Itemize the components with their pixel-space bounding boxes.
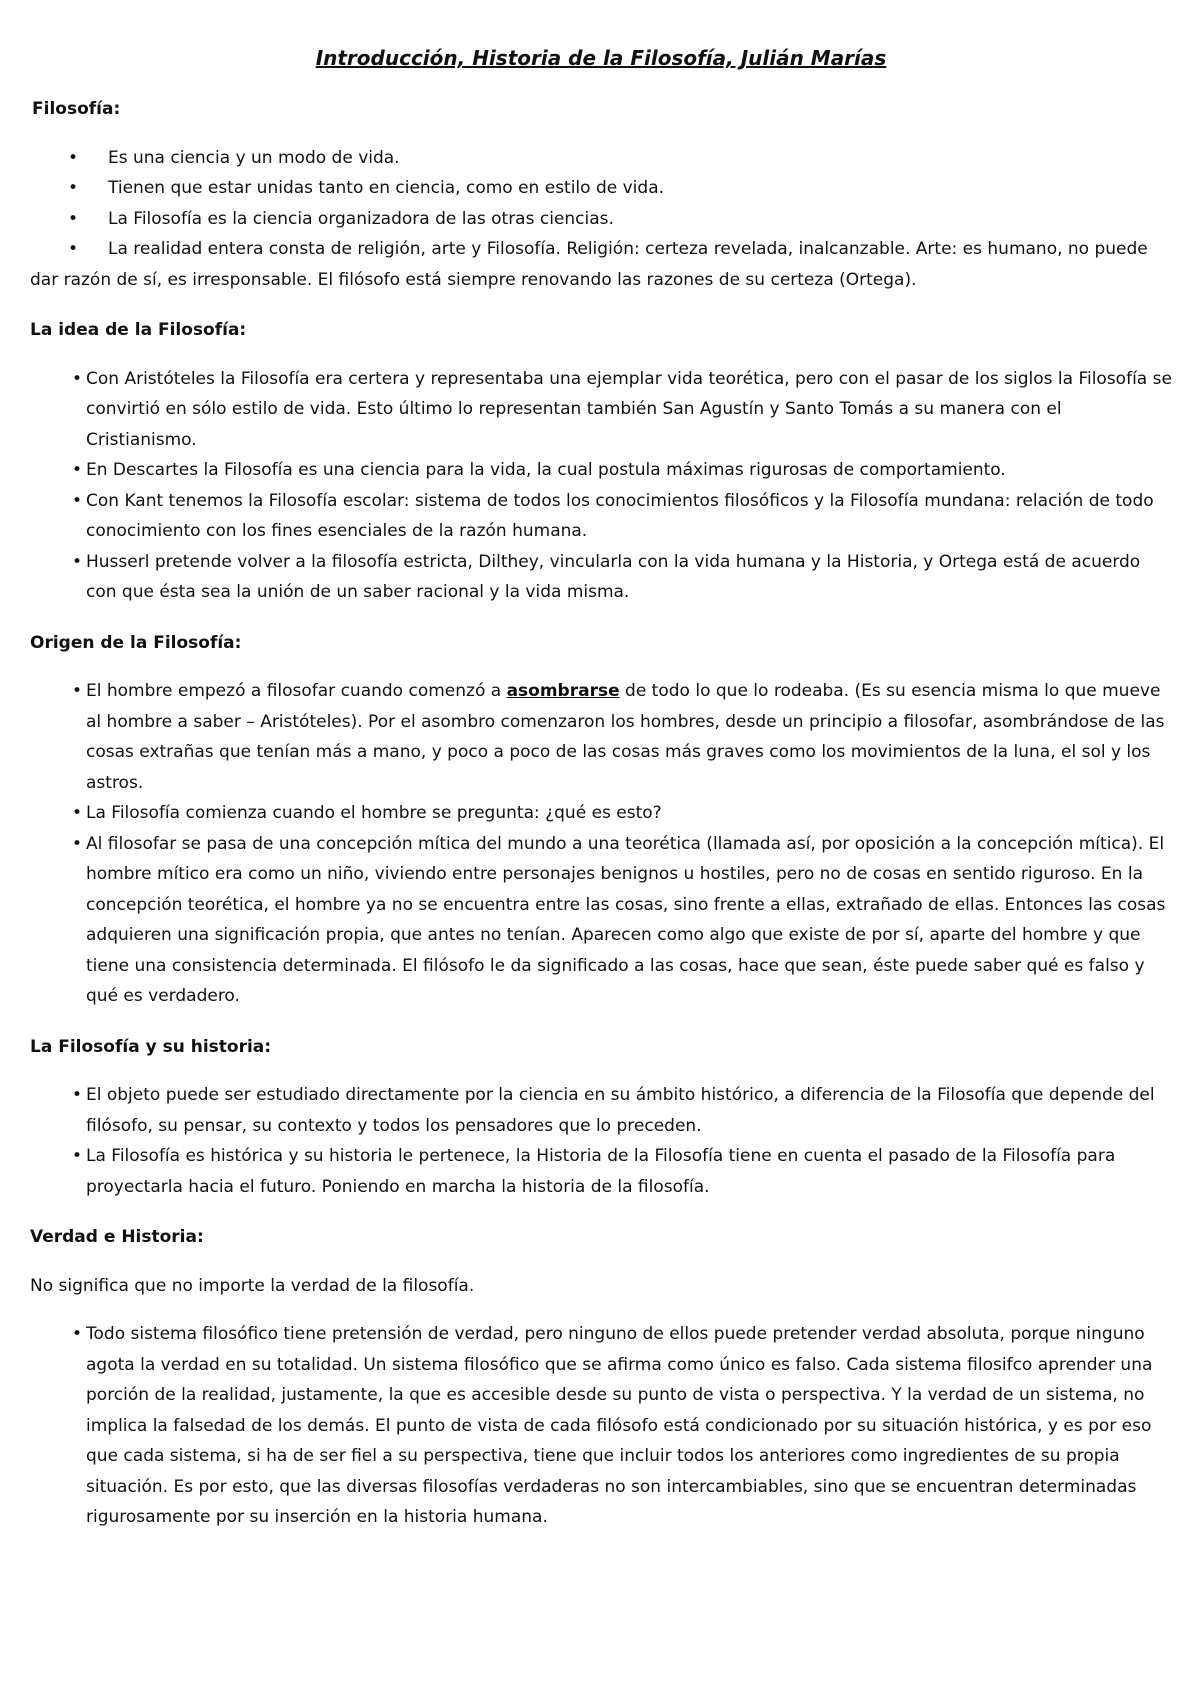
- bullet-icon: •: [72, 551, 83, 572]
- list-item: • En Descartes la Filosofía es una ciencia para la vida, la cual postula máximas rigurosas de comportamiento.: [72, 455, 1172, 486]
- bullet-icon: •: [68, 239, 79, 259]
- bullet-icon: •: [68, 178, 79, 198]
- filosofia-list: [30, 143, 1172, 296]
- bullet-icon: •: [72, 1085, 83, 1105]
- section-heading-idea: La idea de la Filosofía:: [30, 320, 247, 340]
- list-item: • Con Aristóteles la Filosofía era certera y representaba una ejemplar vida teorética, pero con el pasar de los siglos la Filosofía se convirtió en sólo estilo de vida. Esto último lo representan también San Agustín y Santo Tomás a su manera con el Cristianismo.: [72, 364, 1172, 456]
- verdad-intro-paragraph: No significa que no importe la verdad de la filosofía.: [30, 1275, 475, 1296]
- bullet-icon: •: [72, 803, 83, 823]
- list-item: • Husserl pretende volver a la filosofía estricta, Dilthey, vincularla con la vida humana y la Historia, y Ortega está de acuerdo con que ésta sea la unión de un saber racional y la vida misma.: [72, 547, 1172, 608]
- list-item: • El hombre empezó a filosofar cuando comenzó a asombrarse de todo lo que lo rodeaba. (Es su esencia misma lo que mueve al hombre a saber – Aristóteles). Por el asombro comenzaron los hombres, desde un principio a filosofar, asombrándose de las cosas extrañas que tenían más a mano, y poco a poco de las cosas más graves como los movimientos de la luna, el sol y los astros.: [72, 676, 1172, 798]
- list-item: • El objeto puede ser estudiado directamente por la ciencia en su ámbito histórico, a diferencia de la Filosofía que depende del filósofo, su pensar, su contexto y todos los pensadores que lo preceden.: [72, 1080, 1172, 1141]
- list-item: • Todo sistema filosófico tiene pretensión de verdad, pero ninguno de ellos puede pretender verdad absoluta, porque ninguno agota la verdad en su totalidad. Un sistema filosófico que se afirma como único es falso. Cada sistema filosifco aprender una porción de la realidad, justamente, la que es accesible desde su punto de vista o perspectiva. Y la verdad de un sistema, no implica la falsedad de los demás. El punto de vista de cada filósofo está condicionado por su situación histórica, y es por eso que cada sistema, si ha de ser fiel a su perspectiva, tiene que incluir todos los anteriores como ingredientes de su propia situación. Es por esto, que las diversas filosofías verdaderas no son intercambiables, sino que se encuentran determinadas rigurosamente por su inserción en la historia humana.: [72, 1319, 1172, 1533]
- bullet-icon: •: [72, 833, 83, 854]
- origen-list: [30, 676, 1172, 1012]
- bullet-icon: •: [72, 460, 83, 480]
- list-item: • La realidad entera consta de religión, arte y Filosofía. Religión: certeza revelada, inalcanzable. Arte: es humano, no puede dar razón de sí, es irresponsable. El filósofo está siempre renovando las razones de su certeza (Ortega).: [30, 234, 1172, 295]
- bullet-icon: •: [68, 147, 79, 168]
- verdad-list: [30, 1319, 1172, 1533]
- list-item: • Con Kant tenemos la Filosofía escolar: sistema de todos los conocimientos filosóficos y la Filosofía mundana: relación de todo conocimiento con los fines esenciales de la razón humana.: [72, 486, 1172, 547]
- list-item: • Es una ciencia y un modo de vida.: [68, 143, 1172, 174]
- bullet-icon: •: [72, 490, 83, 511]
- section-heading-origen: Origen de la Filosofía:: [30, 632, 242, 653]
- bullet-icon: •: [72, 1324, 83, 1344]
- bullet-icon: •: [72, 368, 83, 389]
- bullet-icon: •: [72, 1146, 83, 1166]
- bullet-icon: •: [68, 208, 79, 229]
- bullet-icon: •: [72, 681, 83, 701]
- section-heading-filosofia: Filosofía:: [32, 99, 121, 119]
- section-heading-verdad: Verdad e Historia:: [30, 1227, 204, 1247]
- document-title: Introducción, Historia de la Filosofía, Julián Marías: [315, 46, 887, 70]
- historia-list: [30, 1080, 1172, 1202]
- idea-list: [30, 364, 1172, 608]
- list-item: • La Filosofía comienza cuando el hombre se pregunta: ¿qué es esto?: [72, 798, 1172, 829]
- list-item: • La Filosofía es histórica y su historia le pertenece, la Historia de la Filosofía tiene en cuenta el pasado de la Filosofía para proyectarla hacia el futuro. Poniendo en marcha la historia de la filosofía.: [72, 1141, 1172, 1202]
- section-heading-historia: La Filosofía y su historia:: [30, 1036, 272, 1057]
- list-item: • La Filosofía es la ciencia organizadora de las otras ciencias.: [68, 204, 1172, 235]
- list-item: • Tienen que estar unidas tanto en ciencia, como en estilo de vida.: [68, 173, 1172, 204]
- underlined-term: asombrarse: [506, 681, 620, 701]
- list-item: • Al filosofar se pasa de una concepción mítica del mundo a una teorética (llamada así, por oposición a la concepción mítica). El hombre mítico era como un niño, viviendo entre personajes benignos u hostiles, pero no de cosas en sentido riguroso. En la concepción teorética, el hombre ya no se encuentra entre las cosas, sino frente a ellas, extrañado de ellas. Entonces las cosas adquieren una significación propia, que antes no tenían. Aparecen como algo que existe de por sí, aparte del hombre y que tiene una consistencia determinada. El filósofo le da significado a las cosas, hace que sean, éste puede saber qué es falso y qué es verdadero.: [72, 829, 1172, 1012]
